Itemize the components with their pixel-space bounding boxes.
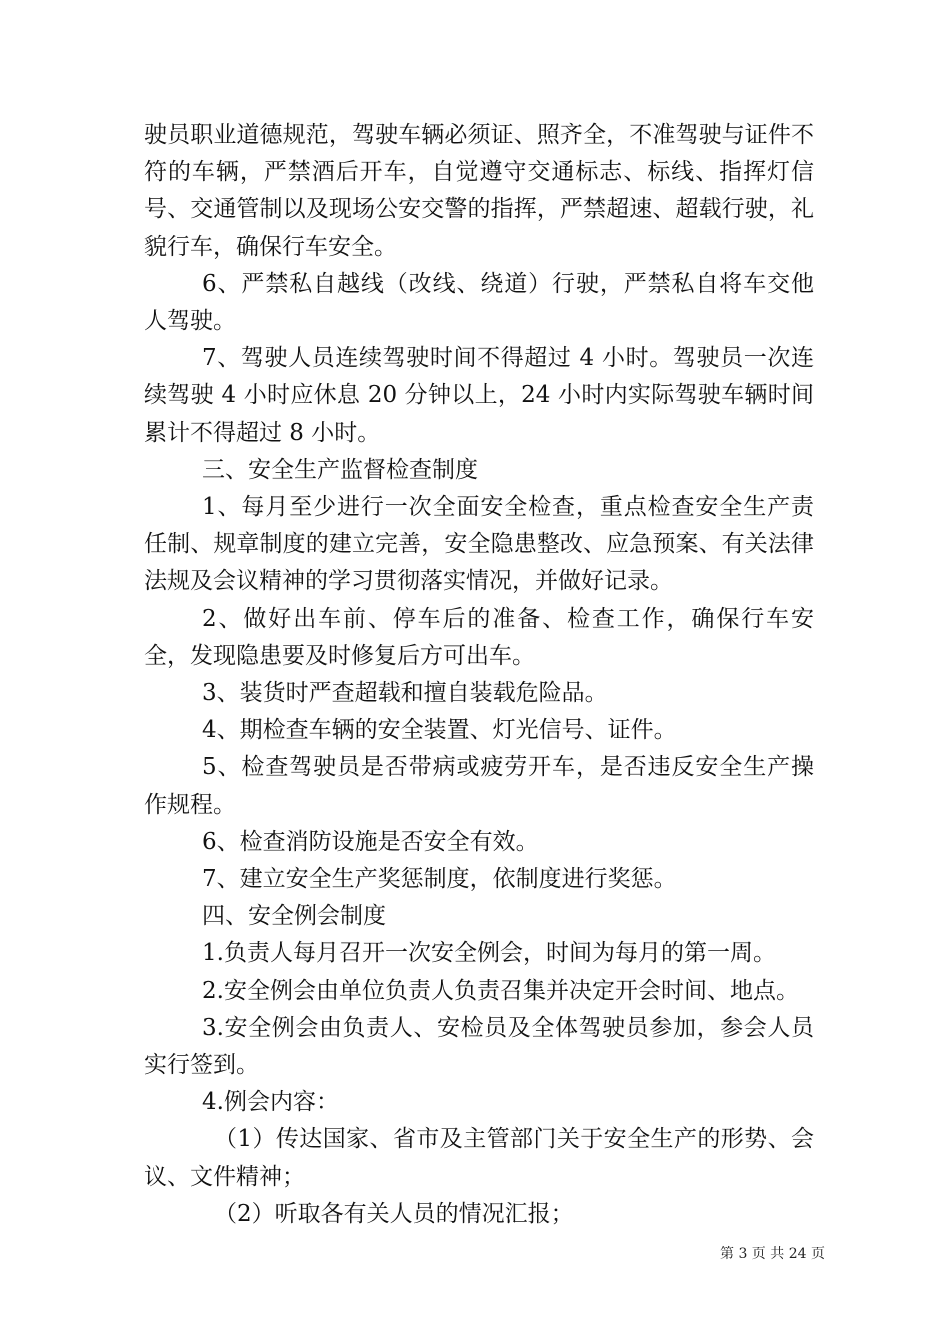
paragraph-check-7: 7、建立安全生产奖惩制度，依制度进行奖惩。 [202, 866, 677, 893]
paragraph-check-5: 5、检查驾驶员是否带病或疲劳开车，是否违反安全生产操作规程。 [144, 754, 814, 818]
paragraph-meeting-3: 3.安全例会由负责人、安检员及全体驾驶员参加，参会人员实行签到。 [144, 1014, 814, 1079]
paragraph-check-3: 3、装货时严查超载和擅自装载危险品。 [202, 680, 608, 707]
paragraph-check-6: 6、检查消防设施是否安全有效。 [202, 828, 539, 855]
section-heading-4: 四、安全例会制度 [202, 903, 386, 930]
paragraph-rule-7: 7、驾驶人员连续驾驶时间不得超过 4 小时。驾驶员一次连续驾驶 4 小时应休息 20 分钟以上，24 小时内实际驾驶车辆时间累计不得超过 8 小时。 [144, 345, 814, 446]
paragraph-check-2: 2、做好出车前、停车后的准备、检查工作，确保行车安全，发现隐患要及时修复后方可出车。 [144, 605, 814, 669]
section-heading-3: 三、安全生产监督检查制度 [202, 456, 478, 483]
paragraph-meeting-item-1: （1）传达国家、省市及主管部门关于安全生产的形势、会议、文件精神； [144, 1126, 814, 1190]
paragraph-meeting-2: 2.安全例会由单位负责人负责召集并决定开会时间、地点。 [202, 977, 799, 1004]
page-number-footer: 第 3 页 共 24 页 [720, 1246, 825, 1262]
paragraph-rule-6: 6、严禁私自越线（改线、绕道）行驶，严禁私自将车交他人驾驶。 [144, 270, 814, 335]
paragraph-driver-ethics: 驶员职业道德规范，驾驶车辆必须证、照齐全，不准驾驶与证件不符的车辆，严禁酒后开车，自觉遵守交通标志、标线、指挥灯信号、交通管制以及现场公安交警的指挥，严禁超速、超载行驶，礼貌行车，确保行车安全。 [144, 122, 814, 260]
paragraph-check-1: 1、每月至少进行一次全面安全检查，重点检查安全生产责任制、规章制度的建立完善，安全隐患整改、应急预案、有关法律法规及会议精神的学习贯彻落实情况，并做好记录。 [144, 494, 814, 595]
paragraph-meeting-1: 1.负责人每月召开一次安全例会，时间为每月的第一周。 [202, 940, 776, 967]
paragraph-check-4: 4、期检查车辆的安全装置、灯光信号、证件。 [202, 717, 677, 744]
paragraph-meeting-4: 4.例会内容： [202, 1089, 339, 1116]
document-body [144, 117, 814, 1233]
paragraph-meeting-item-2: （2）听取各有关人员的情况汇报； [214, 1200, 574, 1227]
